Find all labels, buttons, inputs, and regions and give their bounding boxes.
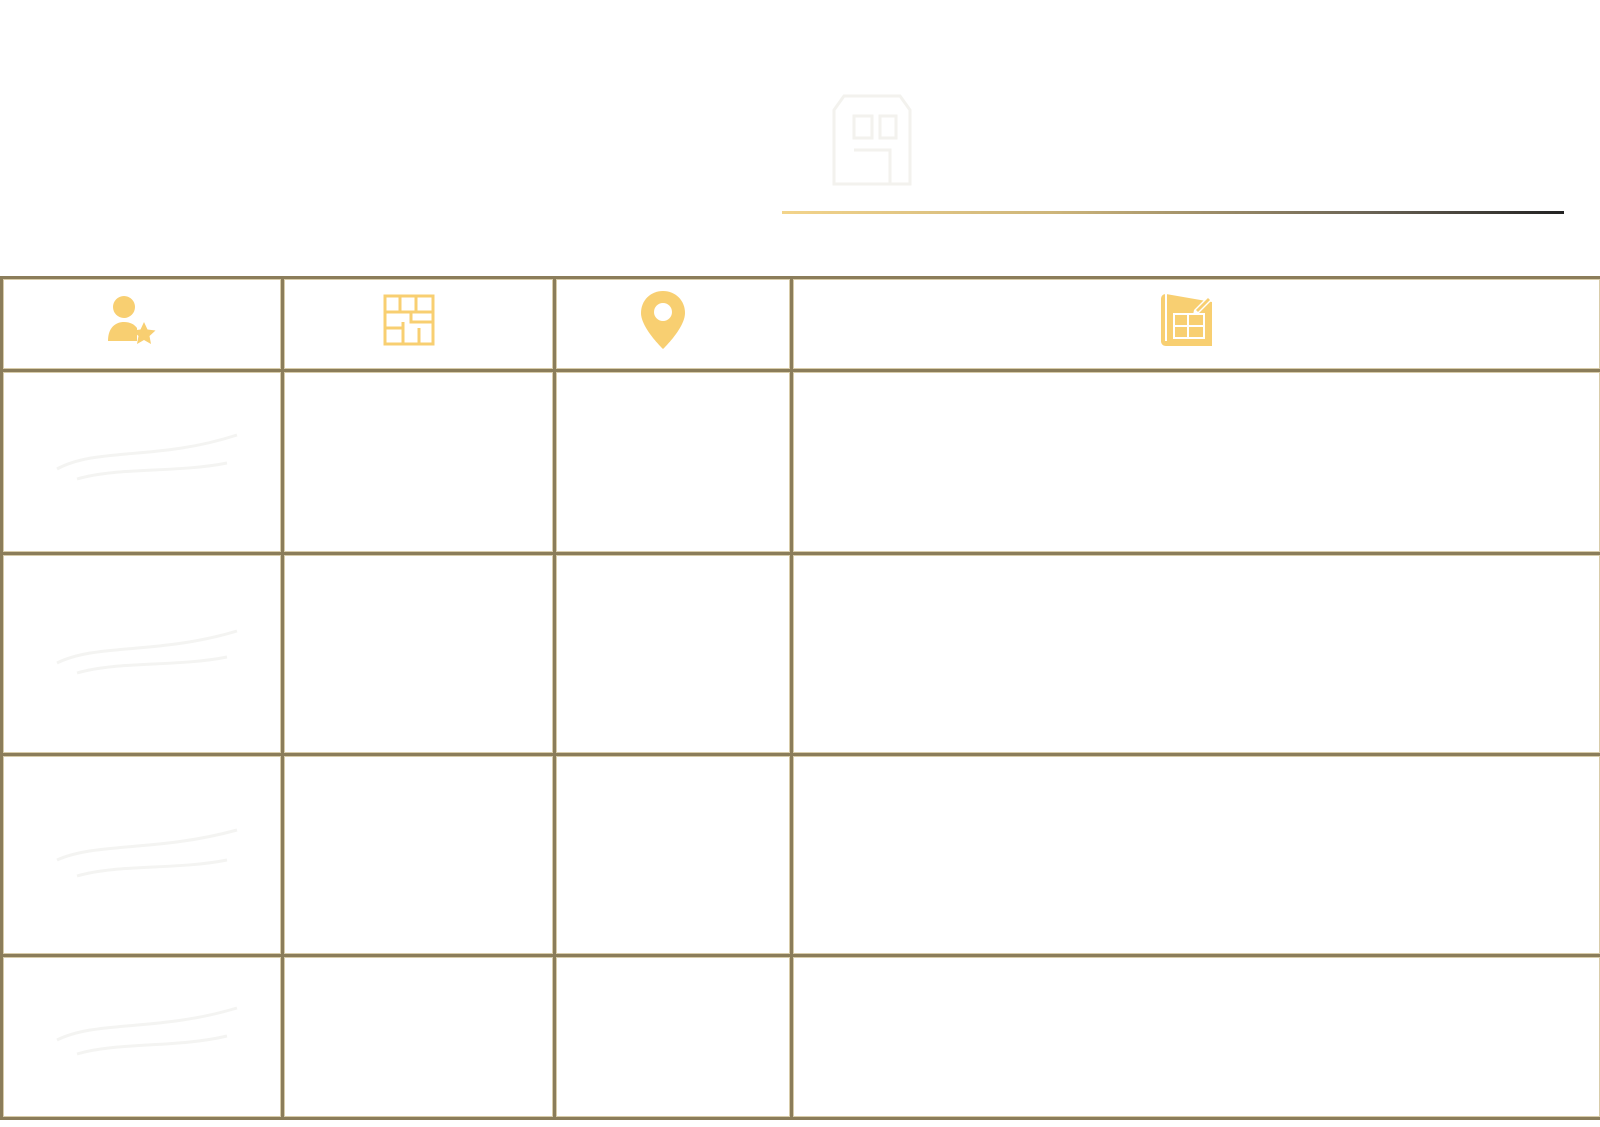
client-logo-cell (2, 956, 283, 1119)
area-cell (283, 956, 555, 1119)
city-cell (555, 755, 792, 956)
column-header-client (2, 278, 283, 371)
floor-plan-icon (383, 294, 435, 346)
table-row (2, 755, 1600, 956)
column-header-city (555, 278, 792, 371)
table-row (2, 371, 1600, 554)
client-logo-cell (2, 755, 283, 956)
client-logo-cell (2, 371, 283, 554)
user-star-icon (106, 294, 158, 346)
table-row (2, 956, 1600, 1119)
column-header-scope (792, 278, 1600, 371)
building-outline-icon (824, 86, 920, 194)
area-cell (283, 554, 555, 755)
client-logo-icon (37, 427, 247, 497)
blueprint-pencil-icon (1160, 292, 1214, 348)
table-header-row (2, 278, 1600, 371)
scope-cell (792, 755, 1600, 956)
page-header (782, 78, 1564, 214)
scope-cell (792, 554, 1600, 755)
column-header-area (283, 278, 555, 371)
scope-cell (792, 956, 1600, 1119)
table-row (2, 554, 1600, 755)
city-cell (555, 554, 792, 755)
area-cell (283, 371, 555, 554)
title-divider (782, 211, 1564, 214)
client-logo-icon (37, 619, 247, 689)
city-cell (555, 956, 792, 1119)
client-logo-icon (37, 820, 247, 890)
client-logo-icon (37, 1002, 247, 1072)
city-cell (555, 371, 792, 554)
map-pin-icon (640, 290, 686, 350)
projects-table (0, 276, 1600, 1120)
client-logo-cell (2, 554, 283, 755)
area-cell (283, 755, 555, 956)
scope-cell (792, 371, 1600, 554)
